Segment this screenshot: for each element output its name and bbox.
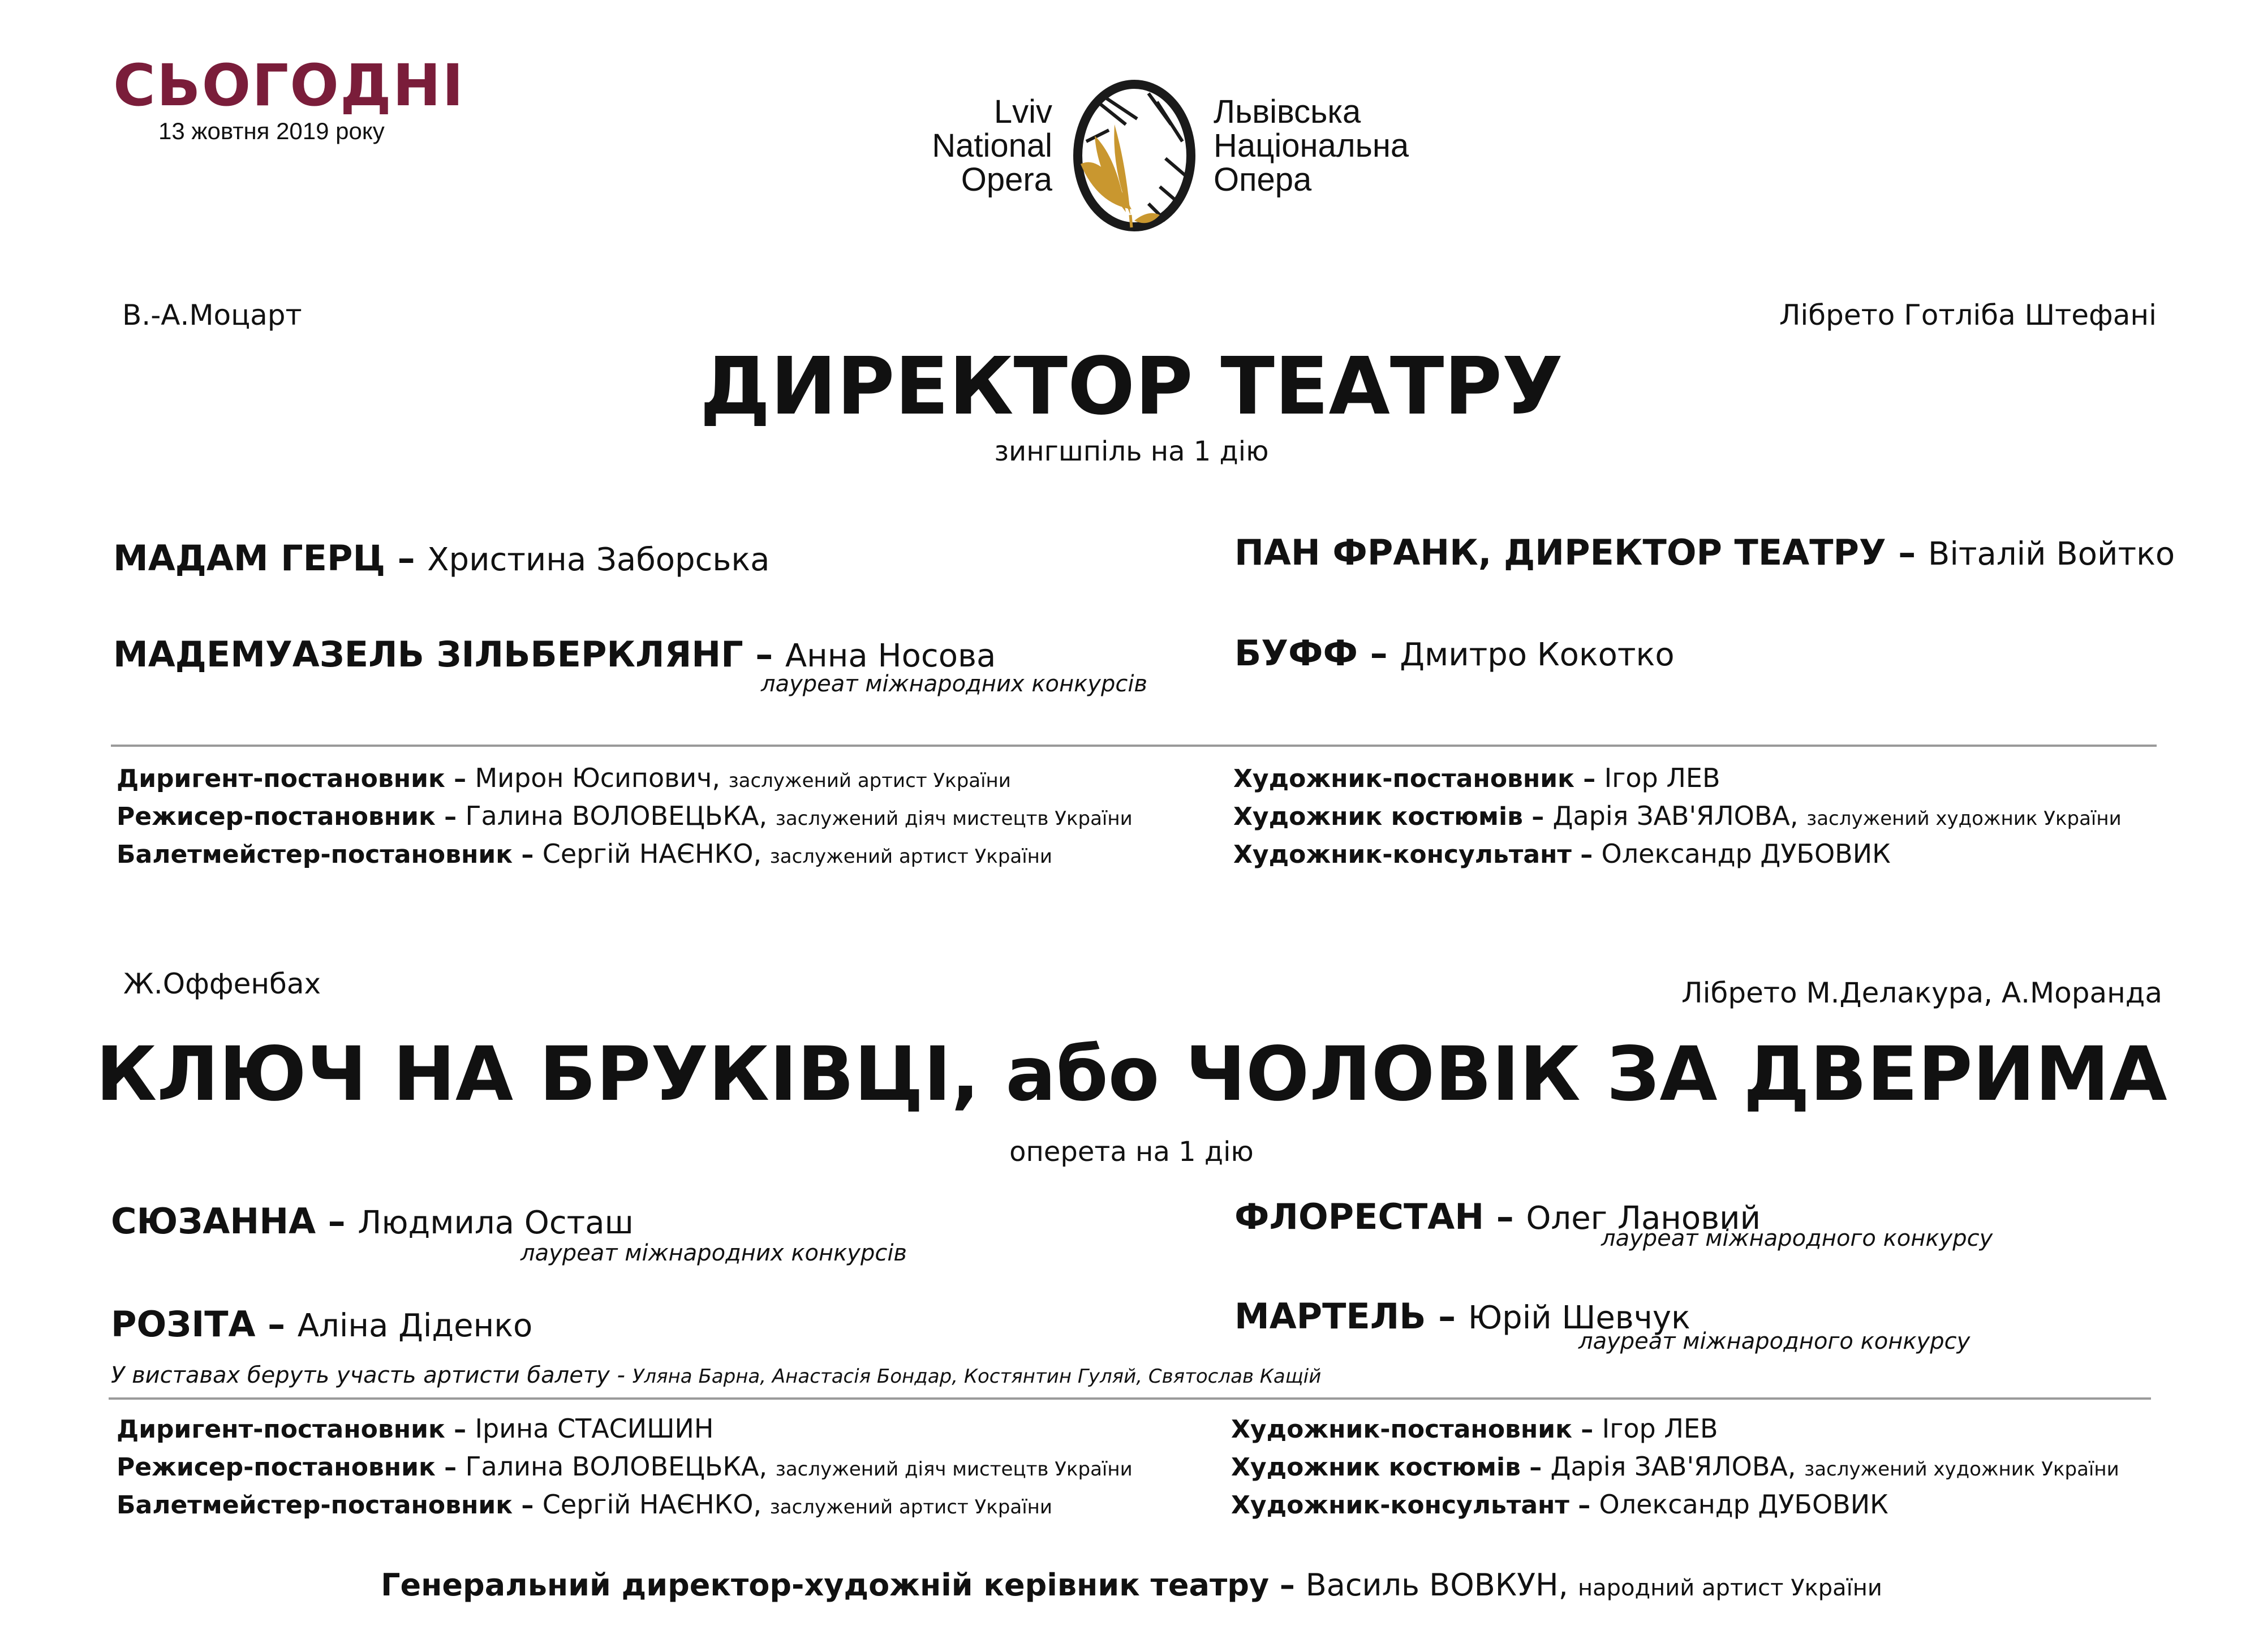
- show1-title: ДИРЕКТОР ТЕАТРУ: [700, 341, 1563, 433]
- general-director-line: [0, 1567, 2263, 1603]
- cast-line: [113, 634, 996, 675]
- crew-line: [117, 760, 1133, 798]
- cast-line: [1234, 532, 2175, 573]
- laureate-note: лауреат міжнародних конкурсів: [761, 671, 1148, 697]
- crew-rank: заслужений артист України: [769, 845, 1053, 868]
- actor-name: Христина Заборська: [427, 541, 770, 578]
- section-divider: [109, 1397, 2151, 1400]
- crew-name: Галина ВОЛОВЕЦЬКА,: [465, 1451, 776, 1482]
- show1-subtitle: зингшпіль на 1 дію: [994, 436, 1269, 467]
- crew-line: [117, 1487, 1133, 1525]
- crew-rank: заслужений артист України: [769, 1496, 1053, 1518]
- crew-label: Художник-постановник –: [1233, 764, 1604, 793]
- role-name: СЮЗАННА –: [111, 1201, 358, 1242]
- logo-en-line: National: [932, 127, 1052, 164]
- show1-libretto: Лібрето Готліба Штефані: [1779, 299, 2157, 332]
- crew-line: [117, 1411, 1133, 1449]
- crew-name: Ірина СТАСИШИН: [475, 1413, 714, 1444]
- crew-label: Художник-постановник –: [1231, 1415, 1602, 1444]
- laureate-note: лауреат міжнародного конкурсу: [1578, 1328, 1971, 1354]
- director-rank: народний артист України: [1577, 1575, 1882, 1601]
- crew-name: Сергій НАЄНКО,: [542, 838, 770, 869]
- crew-line: [1233, 836, 2122, 874]
- role-name: БУФФ –: [1234, 633, 1400, 674]
- crew-rank: заслужений художник України: [1804, 1458, 2119, 1481]
- crew-name: Ігор ЛЕВ: [1604, 763, 1720, 793]
- actor-name: Людмила Осташ: [358, 1204, 634, 1241]
- performance-date: 13 жовтня 2019 року: [158, 118, 385, 144]
- director-label: Генеральний директор-художній керівник театру –: [381, 1567, 1306, 1603]
- logo-text-uk: [1214, 95, 1409, 197]
- role-name: РОЗІТА –: [111, 1303, 298, 1345]
- crew-label: Балетмейстер-постановник –: [117, 840, 543, 869]
- crew-label: Режисер-постановник –: [117, 1453, 466, 1482]
- actor-name: Анна Носова: [785, 638, 996, 674]
- crew-label: Диригент-постановник –: [117, 764, 475, 793]
- role-name: МАДАМ ГЕРЦ –: [113, 537, 428, 579]
- crew-label: Художник-консультант –: [1233, 840, 1602, 869]
- crew-label: Режисер-постановник –: [117, 802, 466, 831]
- actor-name: Олег Лановий: [1526, 1200, 1761, 1237]
- ballet-names: Уляна Барна, Анастасія Бондар, Костянтин Гуляй, Святослав Кащій: [632, 1365, 1322, 1388]
- role-name: ПАН ФРАНК, ДИРЕКТОР ТЕАТРУ –: [1234, 532, 1928, 573]
- actor-name: Аліна Діденко: [297, 1307, 533, 1344]
- crew-line: [117, 836, 1133, 874]
- crew-line: [1231, 1449, 2119, 1487]
- ballet-note-label: У виставах беруть участь артисти балету -: [111, 1362, 633, 1388]
- section-divider: [111, 745, 2157, 747]
- crew-label: Художник-консультант –: [1231, 1491, 1599, 1520]
- crew-name: Мирон Юсипович,: [475, 763, 729, 793]
- crew-line: [1231, 1487, 2119, 1525]
- laureate-note: лауреат міжнародного конкурсу: [1601, 1225, 1993, 1251]
- crew-line: [1231, 1411, 2119, 1449]
- crew-rank: заслужений артист України: [728, 769, 1011, 792]
- ballet-note: [111, 1362, 1321, 1388]
- role-name: МАРТЕЛЬ –: [1234, 1296, 1468, 1337]
- crew-name: Галина ВОЛОВЕЦЬКА,: [465, 801, 776, 831]
- crew-label: Балетмейстер-постановник –: [117, 1491, 543, 1520]
- crew-list-right: [1231, 1411, 2119, 1525]
- crew-label: Диригент-постановник –: [117, 1415, 475, 1444]
- role-name: МАДЕМУАЗЕЛЬ ЗІЛЬБЕРКЛЯНГ –: [113, 634, 785, 675]
- crew-name: Дарія ЗАВ'ЯЛОВА,: [1552, 801, 1807, 831]
- opera-logo-icon: [1064, 79, 1205, 232]
- cast-line: [1234, 633, 1675, 674]
- actor-name: Юрій Шевчук: [1468, 1300, 1690, 1336]
- crew-rank: заслужений діяч мистецтв України: [775, 1458, 1133, 1481]
- crew-name: Ігор ЛЕВ: [1602, 1413, 1718, 1444]
- logo-uk-line: Львівська: [1214, 93, 1361, 130]
- crew-name: Сергій НАЄНКО,: [542, 1489, 770, 1520]
- crew-list-right: [1233, 760, 2122, 874]
- laureate-note: лауреат міжнародних конкурсів: [520, 1240, 907, 1266]
- logo-uk-line: Опера: [1214, 161, 1312, 198]
- crew-line: [1233, 760, 2122, 798]
- show2-title: КЛЮЧ НА БРУКІВЦІ, або ЧОЛОВІК ЗА ДВЕРИМА: [96, 1031, 2167, 1118]
- actor-name: Віталій Войтко: [1928, 536, 2175, 573]
- crew-label: Художник костюмів –: [1233, 802, 1553, 831]
- logo-en-line: Opera: [961, 161, 1052, 198]
- logo-en-line: Lviv: [993, 93, 1052, 130]
- crew-list-left: [117, 760, 1133, 874]
- logo-uk-line: Національна: [1214, 127, 1409, 164]
- crew-label: Художник костюмів –: [1231, 1453, 1551, 1482]
- actor-name: Дмитро Кокотко: [1400, 636, 1675, 673]
- logo-text-en: [883, 95, 1052, 197]
- cast-line: [113, 537, 770, 579]
- cast-line: [111, 1201, 634, 1242]
- cast-line: [111, 1303, 532, 1345]
- crew-line: [117, 798, 1133, 836]
- crew-line: [117, 1449, 1133, 1487]
- crew-name: Олександр ДУБОВИК: [1599, 1489, 1888, 1520]
- show2-libretto: Лібрето М.Делакура, А.Моранда: [1681, 976, 2162, 1009]
- today-heading: СЬОГОДНІ: [113, 52, 465, 119]
- crew-rank: заслужений художник України: [1806, 807, 2122, 830]
- crew-name: Олександр ДУБОВИК: [1601, 838, 1891, 869]
- crew-rank: заслужений діяч мистецтв України: [775, 807, 1133, 830]
- role-name: ФЛОРЕСТАН –: [1234, 1196, 1526, 1237]
- crew-list-left: [117, 1411, 1133, 1525]
- show2-composer: Ж.Оффенбах: [123, 967, 321, 1000]
- director-name: Василь ВОВКУН,: [1305, 1567, 1578, 1603]
- crew-line: [1233, 798, 2122, 836]
- show2-subtitle: оперета на 1 дію: [1009, 1136, 1254, 1168]
- crew-name: Дарія ЗАВ'ЯЛОВА,: [1550, 1451, 1805, 1482]
- show1-composer: В.-А.Моцарт: [122, 299, 302, 332]
